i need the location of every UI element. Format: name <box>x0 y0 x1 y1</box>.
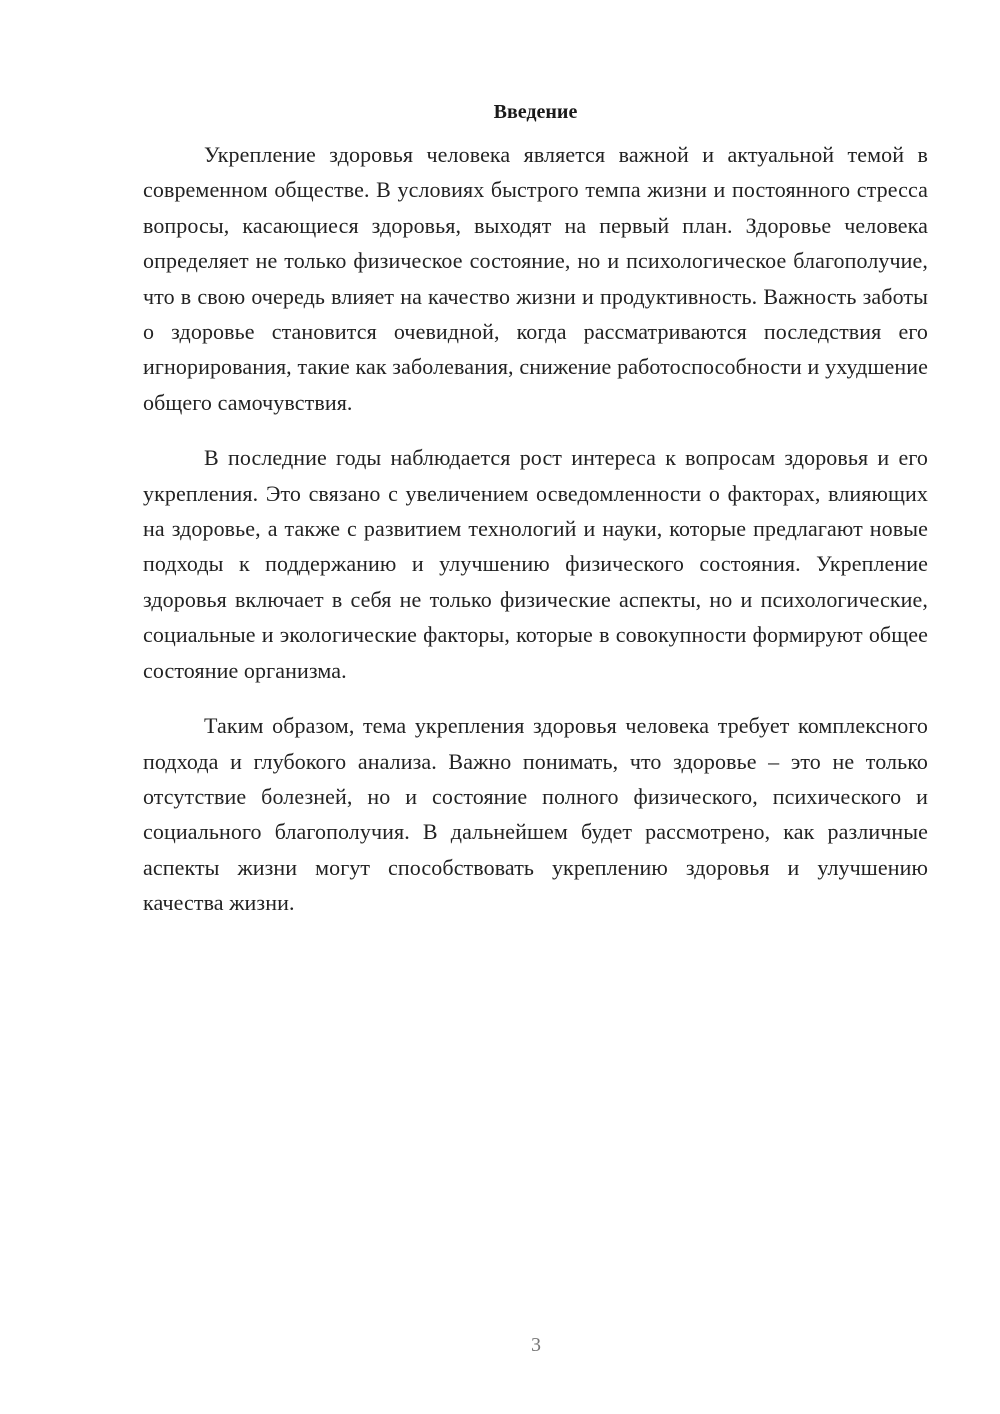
section-heading: Введение <box>493 101 578 123</box>
paragraph-3: Таким образом, тема укрепления здоровья человека требует комплексного подхода и глубокого анализа. Важно понимать, что здоровье – это не только отсутствие болезней, но и состояние полного физического, психического и социального благополучия. В дальнейшем будет рассмотрено, как различные аспекты жизни могут способствовать укреплению здоровья и улучшению качества жизни. <box>143 713 928 916</box>
page-number: 3 <box>531 1334 541 1356</box>
page-content <box>143 96 928 921</box>
paragraph-1: Укрепление здоровья человека является важной и актуальной темой в современном обществе. В условиях быстрого темпа жизни и постоянного стресса вопросы, касающиеся здоровья, выходят на первый план. Здоровье человека определяет не только физическое состояние, но и психологическое благополучие, что в свою очередь влияет на качество жизни и продуктивность. Важность заботы о здоровье становится очевидной, когда рассматриваются последствия его игнорирования, такие как заболевания, снижение работоспособности и ухудшение общего самочувствия. <box>143 142 928 415</box>
paragraph-2: В последние годы наблюдается рост интереса к вопросам здоровья и его укрепления. Это связано с увеличением осведомленности о факторах, влияющих на здоровье, а также с развитием технологий и науки, которые предлагают новые подходы к поддержанию и улучшению физического состояния. Укрепление здоровья включает в себя не только физические аспекты, но и психологические, социальные и экологические факторы, которые в совокупности формируют общее состояние организма. <box>143 445 928 683</box>
